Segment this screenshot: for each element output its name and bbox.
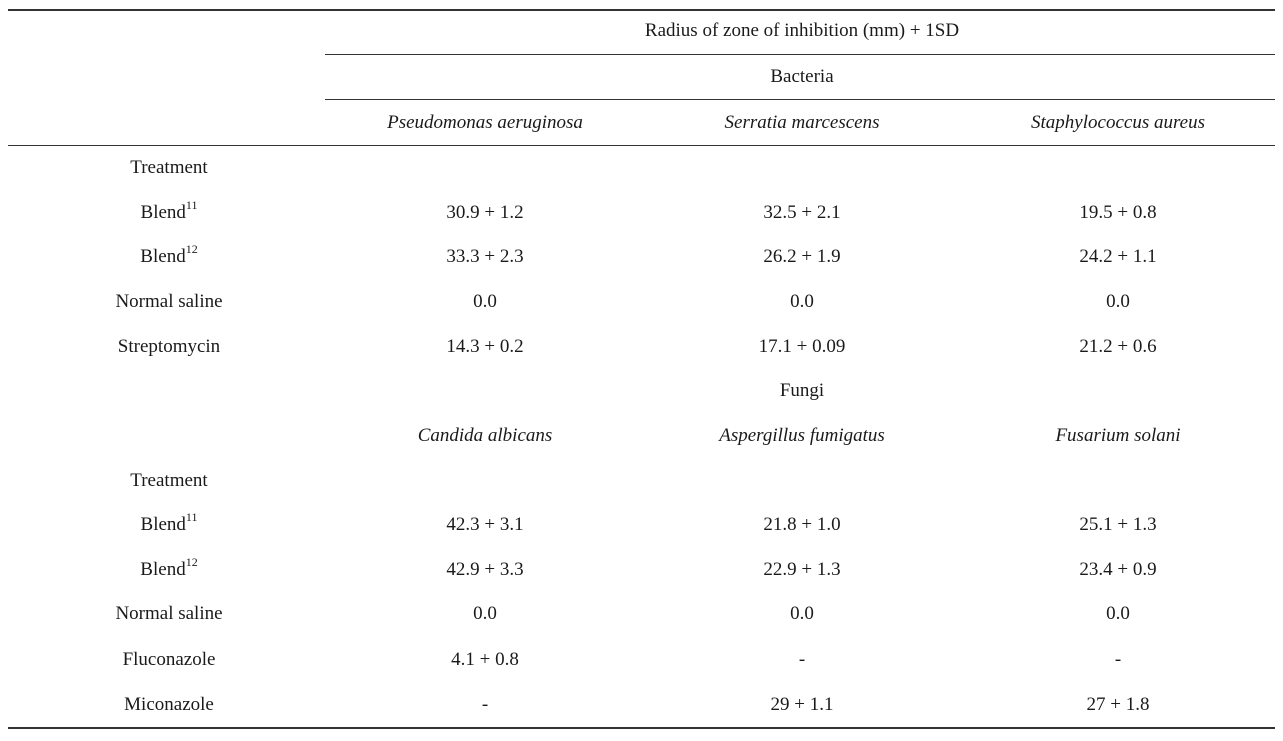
header-rule-2 <box>325 99 1275 100</box>
table-cell: 26.2 + 1.9 <box>763 246 841 267</box>
table-cell: 29 + 1.1 <box>770 694 834 715</box>
organism-header: Staphylococcus aureus <box>1031 112 1205 133</box>
table-cell: 24.2 + 1.1 <box>1079 246 1157 267</box>
row-label: Blend$^{11}$ <box>140 509 198 535</box>
organism-header: Fusarium solani <box>1055 425 1181 446</box>
table-cell: 0.0 <box>473 603 497 624</box>
row-label: Blend$^{12}$ <box>140 554 198 580</box>
header-rule-1 <box>325 54 1275 55</box>
table-cell: 25.1 + 1.3 <box>1079 514 1157 535</box>
bacteria-label: Bacteria <box>770 66 834 87</box>
organism-header: Aspergillus fumigatus <box>719 425 885 446</box>
row-label: Normal saline <box>115 603 223 624</box>
table-cell: 0.0 <box>1106 291 1130 312</box>
row-label: Streptomycin <box>117 336 221 357</box>
row-label: Miconazole <box>124 694 214 715</box>
table-cell: 0.0 <box>1106 603 1130 624</box>
table-cell: - <box>1114 649 1122 670</box>
row-label: Blend$^{12}$ <box>140 241 198 267</box>
organism-header: Pseudomonas aeruginosa <box>387 112 583 133</box>
table-cell: 27 + 1.8 <box>1086 694 1150 715</box>
treatment-label: Treatment <box>130 470 208 491</box>
row-label: Fluconazole <box>122 649 216 670</box>
table-cell: 23.4 + 0.9 <box>1079 559 1157 580</box>
fungi-label: Fungi <box>779 380 825 401</box>
table-cell: - <box>798 649 806 670</box>
table-cell: 14.3 + 0.2 <box>446 336 524 357</box>
table-cell: 32.5 + 2.1 <box>763 202 841 223</box>
bottom-rule <box>8 727 1275 729</box>
table-cell: 42.9 + 3.3 <box>446 559 524 580</box>
table-cell: 4.1 + 0.8 <box>451 649 519 670</box>
table-cell: 33.3 + 2.3 <box>446 246 524 267</box>
row-label: Normal saline <box>115 291 223 312</box>
table-cell: 0.0 <box>473 291 497 312</box>
table-cell: 0.0 <box>790 603 814 624</box>
table-cell: 22.9 + 1.3 <box>763 559 841 580</box>
header-rule-3 <box>8 145 1275 146</box>
table-cell: 21.2 + 0.6 <box>1079 336 1157 357</box>
table-cell: 21.8 + 1.0 <box>763 514 841 535</box>
table-cell: 19.5 + 0.8 <box>1079 202 1157 223</box>
table-cell: 42.3 + 3.1 <box>446 514 524 535</box>
table-cell: 0.0 <box>790 291 814 312</box>
organism-header: Serratia marcescens <box>724 112 880 133</box>
treatment-label: Treatment <box>130 157 208 178</box>
top-rule <box>8 9 1275 11</box>
table-title: Radius of zone of inhibition (mm) + 1SD <box>644 20 960 41</box>
table-cell: - <box>481 694 489 715</box>
table-cell: 30.9 + 1.2 <box>446 202 524 223</box>
table-cell: 17.1 + 0.09 <box>758 336 846 357</box>
row-label: Blend$^{11}$ <box>140 197 198 223</box>
organism-header: Candida albicans <box>417 425 553 446</box>
